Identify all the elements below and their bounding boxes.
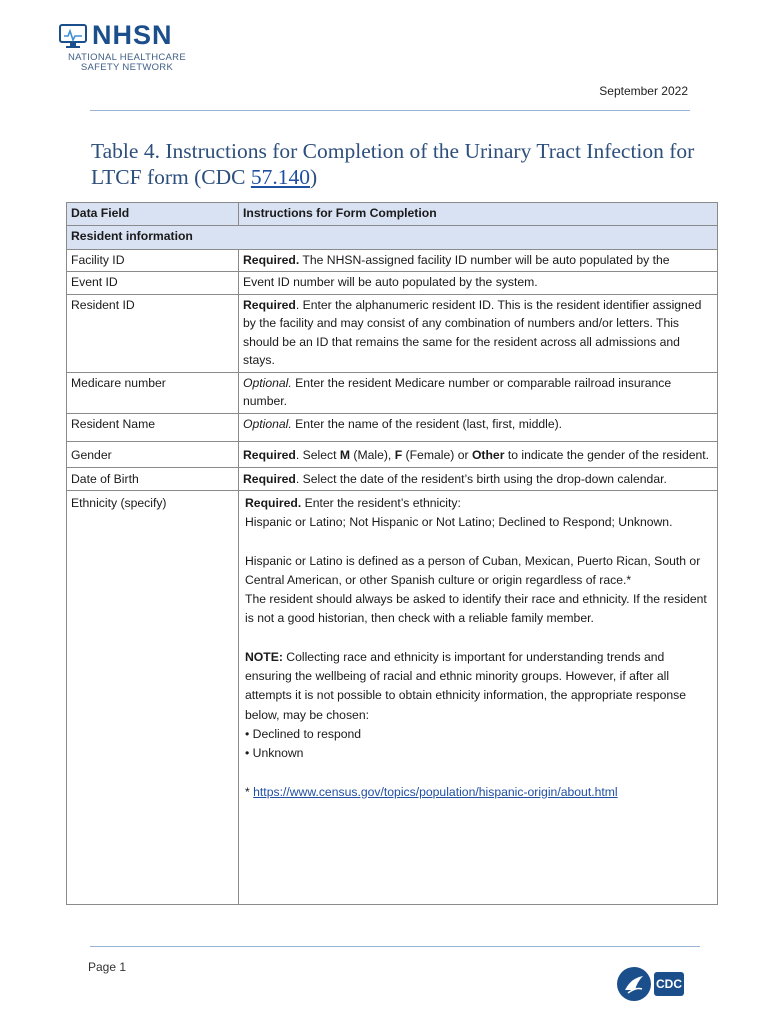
instruction-ethnicity (239, 491, 718, 905)
table-row (67, 249, 718, 272)
column-header-instructions: Instructions for Form Completion (239, 203, 718, 226)
census-link[interactable]: https://www.census.gov/topics/population/hispanic-origin/about.html (253, 784, 618, 799)
field-ethnicity: Ethnicity (specify) (67, 491, 239, 905)
instructions-table (66, 202, 718, 905)
bullet-declined: • Declined to respond (245, 726, 362, 741)
ethnicity-identify: The resident should always be asked to identify their race and ethnicity. If the resident is not a good historian, then check with a reliable family member. (245, 592, 707, 626)
bullet-unknown: • Unknown (245, 746, 304, 761)
cdc-badge: CDC (654, 972, 684, 996)
field-date-of-birth: Date of Birth (67, 467, 239, 491)
field-medicare-number: Medicare number (67, 372, 239, 413)
instruction-facility-id: Required. The NHSN-assigned facility ID number will be auto populated by the (239, 249, 718, 272)
field-gender: Gender (67, 442, 239, 468)
table-row (67, 372, 718, 413)
instruction-resident-id: Required. Enter the alphanumeric resident ID. This is the resident identifier assigned by the facility and may consist of any combination of numbers and/or letters. This should be an ID that remains the same for the resident across all admissions and stays. (239, 294, 718, 372)
section-row (67, 225, 718, 249)
ethnicity-options: Hispanic or Latino; Not Hispanic or Not Latino; Declined to Respond; Unknown. (245, 515, 673, 530)
instruction-gender: Required. Select M (Male), F (Female) or Other to indicate the gender of the resident. (239, 442, 718, 468)
ethnicity-definition: Hispanic or Latino is defined as a person of Cuban, Mexican, Puerto Rican, South or Central American, or other Spanish culture or origin regardless of race.* (245, 553, 701, 587)
form-number-link[interactable]: 57.140 (250, 165, 310, 189)
table-row (67, 491, 718, 905)
footer-divider (90, 946, 700, 947)
table-row (67, 442, 718, 468)
field-resident-id: Resident ID (67, 294, 239, 372)
table-header-row (67, 203, 718, 226)
page-title: Table 4. Instructions for Completion of the Urinary Tract Infection for LTCF form (CDC 57.140) (91, 139, 695, 189)
ethnicity-note: NOTE: Collecting race and ethnicity is important for understanding trends and ensuring the wellbeing of racial and ethnic minority groups. However, if after all attempts it is not possible to obtain ethnicity information, the appropriate response below, may be chosen: (245, 649, 687, 722)
hhs-eagle-icon (616, 962, 652, 1006)
table-row (67, 413, 718, 442)
column-header-data-field: Data Field (67, 203, 239, 226)
table-row (67, 294, 718, 372)
field-event-id: Event ID (67, 272, 239, 295)
instruction-event-id: Event ID number will be auto populated by the system. (239, 272, 718, 295)
instruction-date-of-birth: Required. Select the date of the resident’s birth using the drop-down calendar. (239, 467, 718, 491)
ethnicity-required: Required. Enter the resident’s ethnicity: (245, 496, 461, 510)
instruction-resident-name: Optional. Enter the name of the resident (last, first, middle). (239, 413, 718, 442)
table-row (67, 272, 718, 295)
monitor-icon (58, 22, 90, 52)
cdc-logo (616, 962, 688, 1008)
table-row (67, 467, 718, 491)
field-resident-name: Resident Name (67, 413, 239, 442)
section-title: Resident information (67, 225, 718, 249)
page-number: Page 1 (88, 960, 127, 974)
header-divider (90, 110, 690, 111)
logo-subtitle: NATIONAL HEALTHCARE SAFETY NETWORK (68, 52, 186, 73)
instruction-medicare-number: Optional. Enter the resident Medicare number or comparable railroad insurance number. (239, 372, 718, 413)
document-date: September 2022 (599, 84, 688, 98)
census-footnote: * https://www.census.gov/topics/population/hispanic-origin/about.html (245, 784, 618, 799)
nhsn-logo (58, 20, 198, 76)
logo-wordmark: NHSN (92, 20, 173, 50)
field-facility-id: Facility ID (67, 249, 239, 272)
